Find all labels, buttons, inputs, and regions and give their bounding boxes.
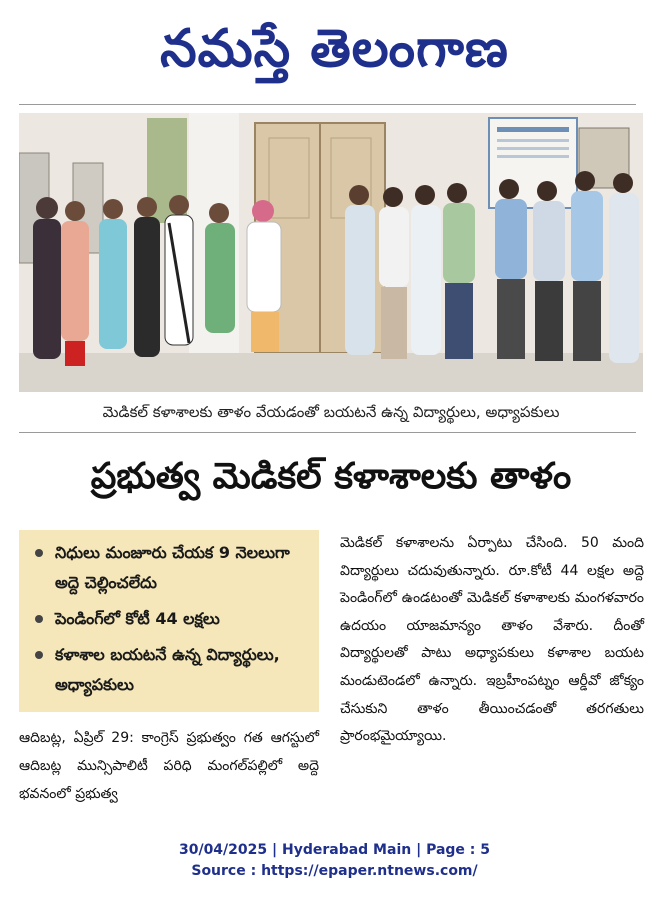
bullet-icon [35,651,43,659]
group-photo-illustration [19,113,643,392]
article-headline: ప్రభుత్వ మెడికల్ కళాశాలకు తాళం [90,456,572,497]
article-body-right: మెడికల్ కళాశాలను ఏర్పాటు చేసింది. 50 మంది విద్యార్థులు చదువుతున్నారు. రూ.కోటీ 44 లక్షల అద్దె పెండింగ్‌లో ఉండటంతో మెడికల్ కళాశాలకు మంగళవారం ఉదయం యాజమాన్యం తాళం వేశారు. దీంతో విద్యార్థులతో పాటు అధ్యాపకులు కళాశాల బయట మండుటెండలో ఉన్నారు. ఇబ్రహీంపట్నం ఆర్డీవో జోక్యం చేసుకుని తాళం తీయించడంతో తరగతులు ప్రారంభమైయ్యాయి. [340,535,644,745]
newspaper-masthead: నమస్తే తెలంగాణ [160,19,509,79]
bullet-icon [35,615,43,623]
news-photo [19,113,643,392]
source-link[interactable]: Source : https://epaper.ntnews.com/ [191,863,478,879]
article-body-left: ఆదిబట్ల, ఏప్రిల్ 29: కాంగ్రెస్ ప్రభుత్వం గత ఆగస్టులో ఆదిబట్ల మున్సిపాలిటీ పరిధి మంగల్‌పల్లిలో అద్దె భవనంలో ప్రభుత్వ [19,730,319,802]
edition-info: 30/04/2025 | Hyderabad Main | Page : 5 [178,842,491,858]
bullet-icon [35,549,43,557]
masthead-rule [19,104,636,105]
caption-rule [19,432,636,433]
highlights-box [19,530,319,712]
highlight-text: కళాశాల బయటనే ఉన్న విద్యార్థులు, అధ్యాపకులు [55,645,280,694]
highlight-item [33,604,309,634]
highlight-text: పెండింగ్‌లో కోటీ 44 లక్షలు [55,609,220,628]
highlight-text: నిధులు మంజూరు చేయక 9 నెలలుగా అద్దె చెల్లించలేదు [55,543,290,592]
highlight-item [33,538,309,598]
highlight-item [33,640,309,700]
photo-caption: మెడికల్ కళాశాలకు తాళం వేయడంతో బయటనే ఉన్న విద్యార్థులు, అధ్యాపకులు [102,403,560,421]
